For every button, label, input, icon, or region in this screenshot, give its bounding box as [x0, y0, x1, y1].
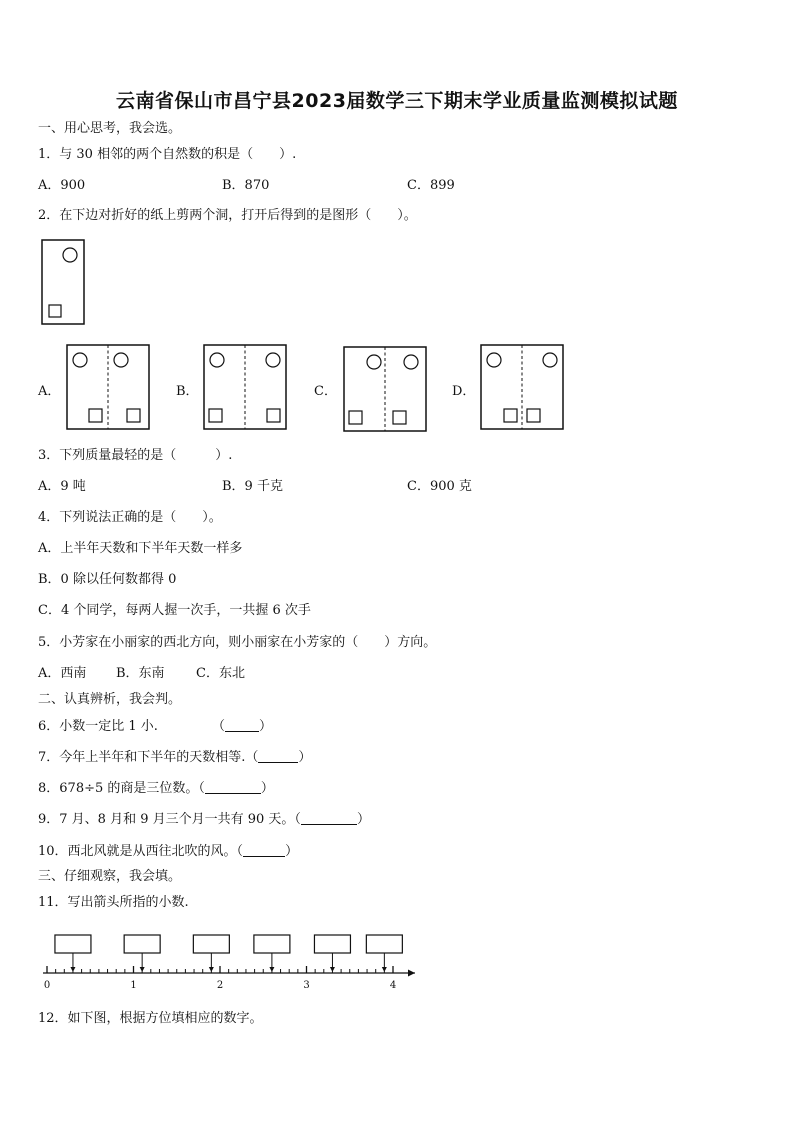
question-8: 8．678÷5 的商是三位数。（ ） — [38, 781, 274, 796]
q2-option-d[interactable]: D． — [452, 384, 476, 399]
q5-option-c[interactable]: C．东北 — [196, 666, 245, 681]
section-2-heading: 二、认真辨析，我会判。 — [38, 692, 182, 707]
answer-box-2[interactable] — [124, 935, 160, 953]
question-7-text: 7．今年上半年和下半年的天数相等. — [38, 750, 246, 765]
q2-option-a[interactable]: A． — [38, 384, 61, 399]
question-1: 1．与 30 相邻的两个自然数的积是（ ）. — [38, 147, 297, 162]
pointer-arrow-head — [70, 967, 75, 972]
tick-label: 0 — [43, 980, 51, 991]
section-1-heading: 一、用心思考，我会选。 — [38, 121, 182, 136]
q2-figure-d[interactable] — [480, 344, 566, 432]
q7-answer-blank[interactable] — [258, 748, 298, 763]
pointer-arrow-head — [209, 967, 214, 972]
question-6: 6．小数一定比 1 小. （ ） — [38, 719, 272, 734]
q3-option-b[interactable]: B．9 千克 — [222, 479, 283, 494]
q8-answer-blank[interactable] — [205, 779, 261, 794]
pointer-arrow-head — [140, 967, 145, 972]
question-10: 10．西北风就是从西往北吹的风。（ ） — [38, 844, 299, 859]
answer-box-6[interactable] — [366, 935, 402, 953]
question-9: 9．7 月、8 月和 9 月三个月一共有 90 天。（ ） — [38, 812, 370, 827]
q2-figure-b[interactable] — [203, 344, 289, 432]
q2-figure-a[interactable] — [66, 344, 152, 432]
answer-box-3[interactable] — [193, 935, 229, 953]
folded-paper-figure — [40, 238, 88, 328]
tick-label: 3 — [303, 980, 310, 991]
q3-option-a[interactable]: A．9 吨 — [38, 479, 86, 494]
q5-option-b[interactable]: B．东南 — [116, 666, 165, 681]
q1-option-c[interactable]: C．899 — [407, 178, 455, 193]
number-line-arrowhead — [408, 970, 415, 977]
question-5: 5．小芳家在小丽家的西北方向，则小丽家在小芳家的（ ）方向。 — [38, 635, 437, 650]
tick-label: 2 — [216, 980, 224, 991]
q2-option-b[interactable]: B． — [176, 384, 199, 399]
tick-label: 1 — [130, 980, 137, 991]
pointer-arrow-head — [382, 967, 387, 972]
q9-answer-blank[interactable] — [301, 810, 357, 825]
q6-answer-blank[interactable] — [225, 717, 259, 732]
q10-answer-blank[interactable] — [243, 842, 285, 857]
question-4: 4．下列说法正确的是（ ）。 — [38, 510, 222, 525]
question-3: 3．下列质量最轻的是（ ）. — [38, 448, 233, 463]
q4-option-c[interactable]: C．4 个同学，每两人握一次手，一共握 6 次手 — [38, 603, 311, 618]
q1-option-a[interactable]: A．900 — [38, 178, 86, 193]
pointer-arrow-head — [330, 967, 335, 972]
page-title: 云南省保山市昌宁县2023届数学三下期末学业质量监测模拟试题 — [116, 90, 678, 112]
q3-option-c[interactable]: C．900 克 — [407, 479, 472, 494]
q2-figure-c[interactable] — [343, 346, 429, 434]
question-12: 12．如下图，根据方位填相应的数字。 — [38, 1011, 263, 1026]
question-10-text: 10．西北风就是从西往北吹的风。 — [38, 844, 237, 859]
question-6-text: 6．小数一定比 1 小. — [38, 719, 158, 734]
answer-box-5[interactable] — [314, 935, 350, 953]
q4-option-b[interactable]: B．0 除以任何数都得 0 — [38, 572, 177, 587]
question-2: 2．在下边对折好的纸上剪两个洞，打开后得到的是图形（ ）。 — [38, 208, 417, 223]
q1-option-b[interactable]: B．870 — [222, 178, 270, 193]
question-9-text: 9．7 月、8 月和 9 月三个月一共有 90 天。 — [38, 812, 295, 827]
q4-option-a[interactable]: A．上半年天数和下半年天数一样多 — [38, 541, 243, 556]
pointer-arrow-head — [269, 967, 274, 972]
number-line-figure — [0, 925, 794, 995]
section-3-heading: 三、仔细观察，我会填。 — [38, 869, 182, 884]
answer-box-1[interactable] — [55, 935, 91, 953]
tick-label: 4 — [389, 980, 397, 991]
q5-option-a[interactable]: A．西南 — [38, 666, 87, 681]
answer-box-4[interactable] — [254, 935, 290, 953]
question-11: 11．写出箭头所指的小数. — [38, 895, 189, 910]
q2-option-c[interactable]: C． — [314, 384, 337, 399]
question-7: 7．今年上半年和下半年的天数相等.（ ） — [38, 750, 312, 765]
question-8-text: 8．678÷5 的商是三位数。 — [38, 781, 199, 796]
